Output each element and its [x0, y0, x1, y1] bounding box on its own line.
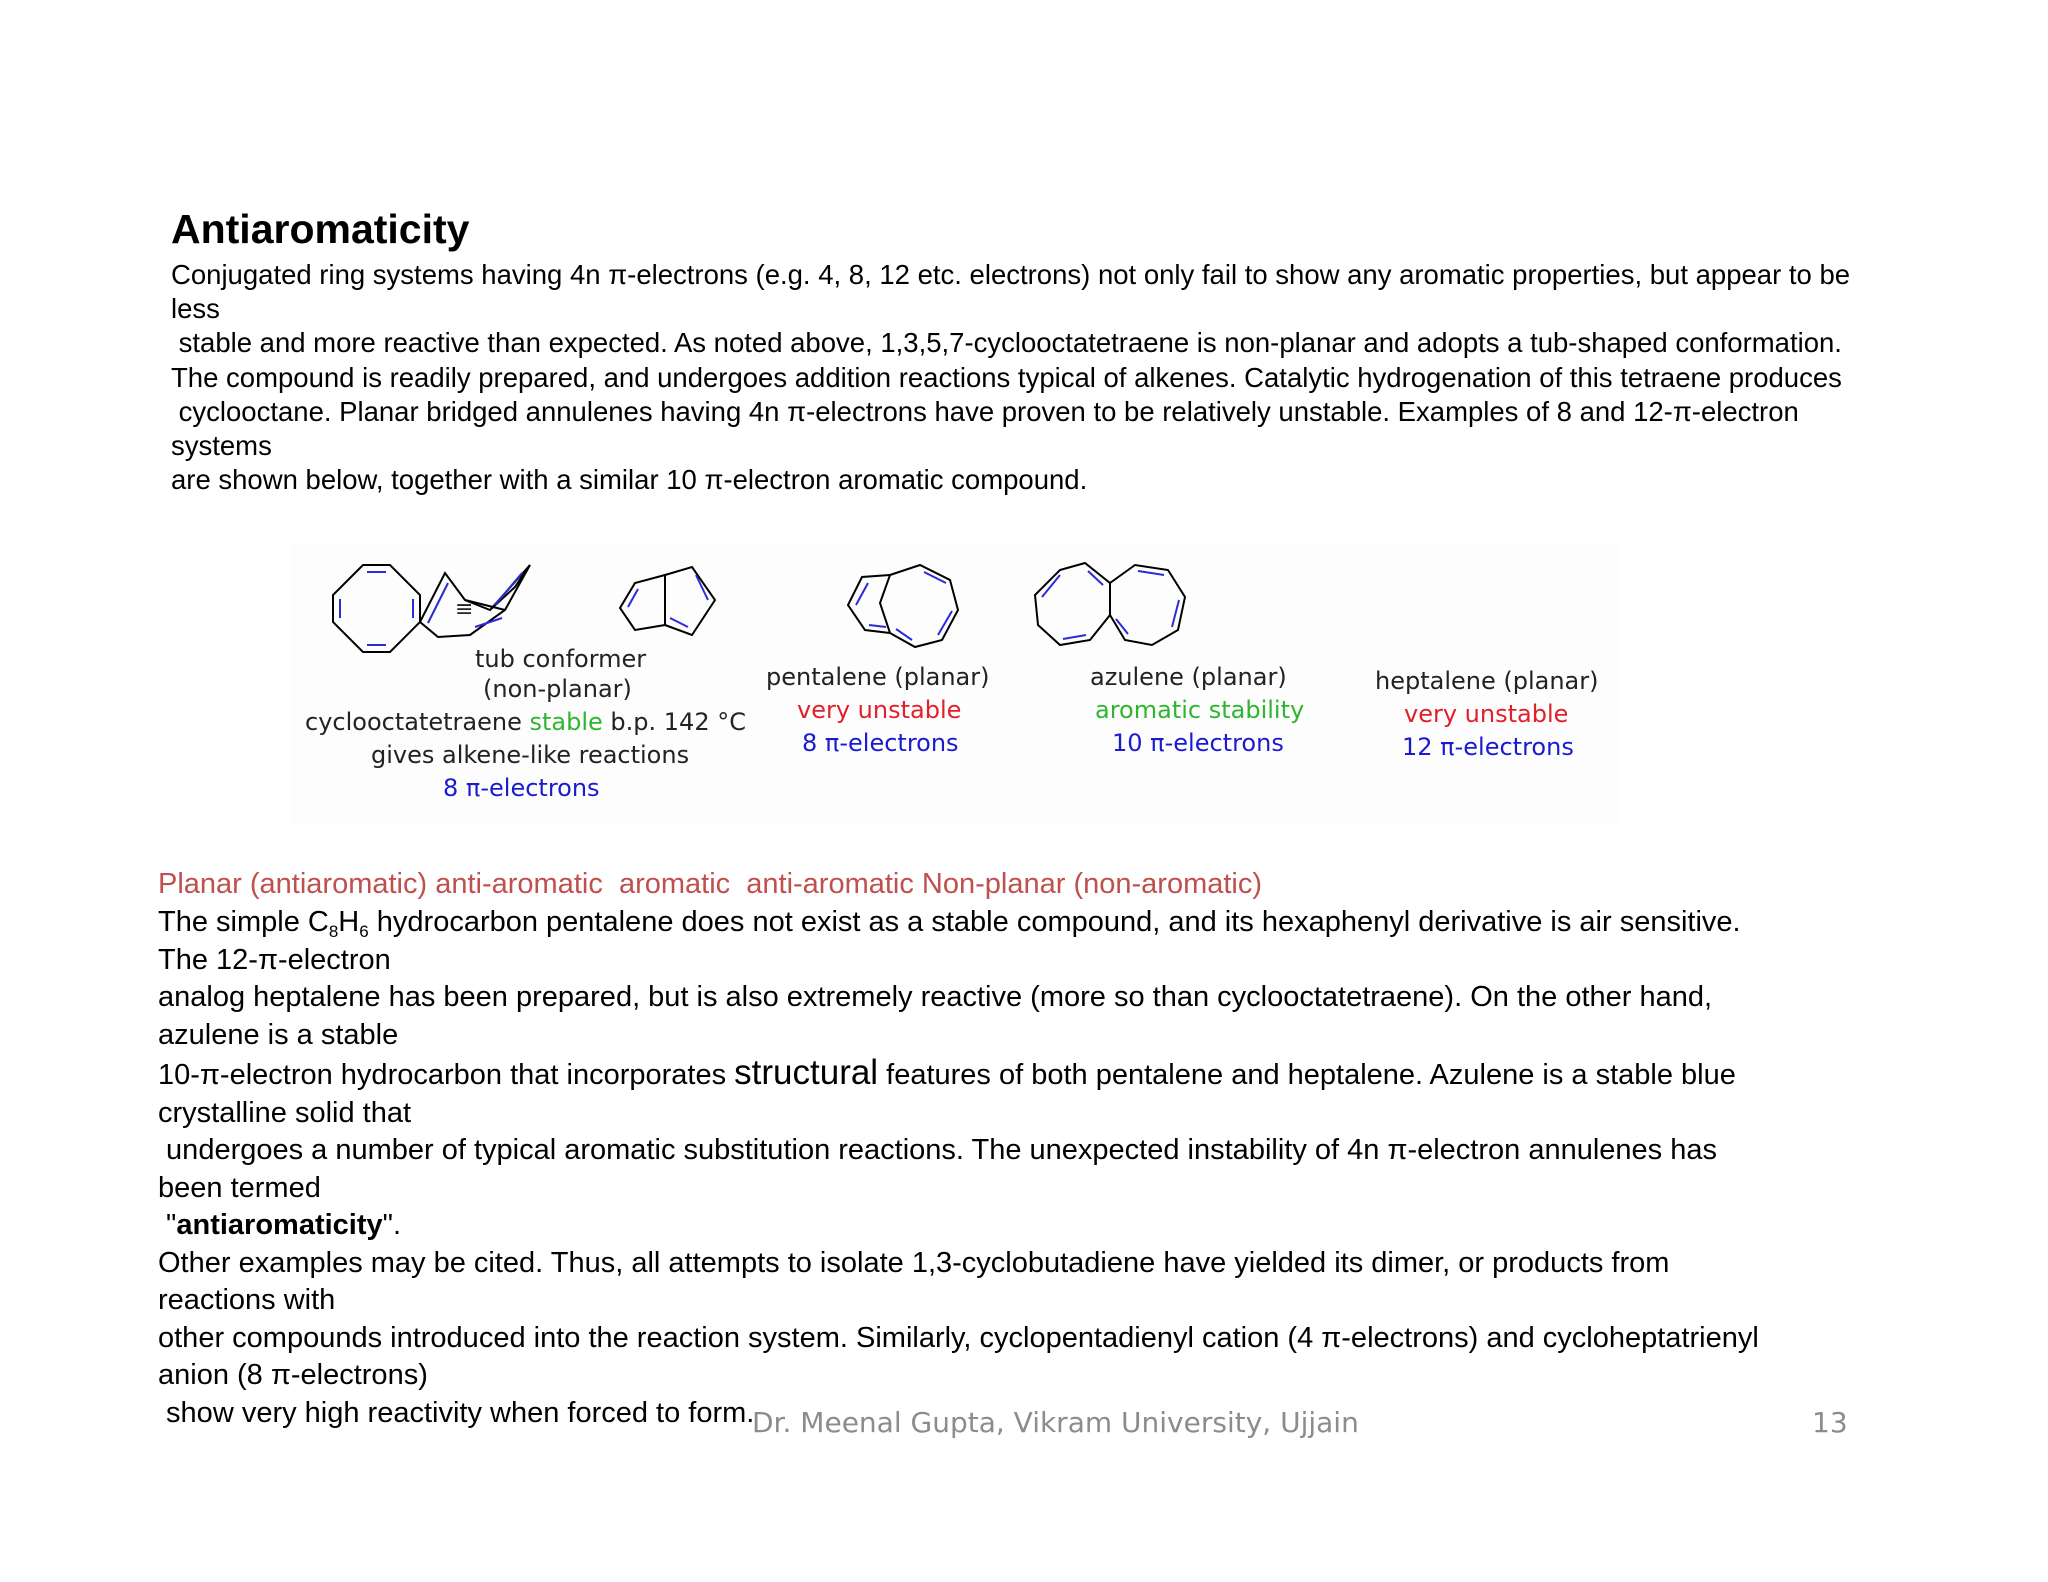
pentalene-stability: very unstable: [797, 696, 962, 724]
body-text: 10-π-electron hydrocarbon that incorporates: [158, 1059, 735, 1091]
intro-paragraph: [171, 258, 1921, 497]
antiaromaticity-term: antiaromaticity: [176, 1209, 383, 1241]
intro-line: Conjugated ring systems having 4n π-electrons (e.g. 4, 8, 12 etc. electrons) not only fail to show any aromatic properties, but appear to be: [171, 259, 1851, 290]
body-text: hydrocarbon pentalene does not exist as a stable compound, and its hexaphenyl derivative is air sensitive.: [368, 906, 1741, 938]
body-line: Other examples may be cited. Thus, all attempts to isolate 1,3-cyclobutadiene have yielded its dimer, or products from: [158, 1246, 1670, 1279]
page-number: 13: [1812, 1406, 1848, 1439]
subscript: 8: [328, 922, 339, 941]
body-text: The simple C: [158, 906, 329, 938]
pentalene-name: pentalene (planar): [766, 663, 990, 691]
body-text: features of both pentalene and heptalene. Azulene is a stable blue: [878, 1059, 1736, 1091]
intro-line: cyclooctane. Planar bridged annulenes having 4n π-electrons have proven to be relatively unstable. Examples of 8 and 12-π-electron: [171, 395, 1799, 427]
heptalene-structure: [1035, 563, 1185, 645]
page-title: Antiaromaticity: [171, 206, 470, 252]
body-line: analog heptalene has been prepared, but is also extremely reactive (more so than cyclooctatetraene). On the other hand,: [158, 981, 1713, 1013]
subscript: 6: [359, 922, 369, 941]
body-line: [158, 906, 1741, 941]
azulene-structure: [848, 565, 958, 647]
azulene-electrons: 10 π-electrons: [1112, 729, 1284, 757]
body-line: other compounds introduced into the reaction system. Similarly, cyclopentadienyl cation (4 π-electrons) and cycloheptatrienyl: [158, 1321, 1759, 1354]
body-text-large: structural: [734, 1053, 879, 1092]
body-text: ".: [382, 1209, 402, 1241]
equivalence-symbol: ≡: [455, 597, 474, 622]
body-paragraph: [158, 904, 1958, 1432]
body-line: [158, 1209, 401, 1241]
cot-name-line: [305, 708, 746, 736]
heptalene-name: heptalene (planar): [1375, 667, 1599, 695]
azulene-stability: aromatic stability: [1095, 696, 1305, 724]
intro-line: less: [171, 293, 220, 325]
body-text: H: [338, 906, 360, 938]
body-line: reactions with: [158, 1284, 336, 1316]
body-line: crystalline solid that: [158, 1096, 412, 1129]
cot-name: cyclooctatetraene: [305, 708, 522, 736]
body-line: show very high reactivity when forced to form.: [158, 1396, 755, 1429]
pentalene-structure: [620, 567, 715, 635]
intro-line: stable and more reactive than expected. As noted above, 1,3,5,7-cyclooctatetraene is non-planar and adopts a tub-shaped conformation.: [171, 327, 1842, 359]
heptalene-stability: very unstable: [1404, 700, 1569, 728]
body-line: been termed: [158, 1171, 321, 1204]
heptalene-electrons: 12 π-electrons: [1402, 733, 1574, 761]
tub-conformer-structure: [420, 565, 530, 637]
body-line: [158, 1053, 1736, 1092]
body-line: undergoes a number of typical aromatic substitution reactions. The unexpected instability of 4n π-electron annulenes has: [158, 1134, 1717, 1166]
azulene-name: azulene (planar): [1090, 663, 1287, 691]
body-line: The 12-π-electron: [158, 943, 391, 976]
annulene-figure: [290, 545, 1620, 825]
cot-conformer-label-2: (non-planar): [483, 675, 632, 703]
intro-line: are shown below, together with a similar 10 π-electron aromatic compound.: [171, 464, 1088, 496]
cot-stability: stable: [529, 708, 603, 736]
body-line: azulene is a stable: [158, 1018, 399, 1051]
cot-note: gives alkene-like reactions: [371, 741, 690, 769]
cyclooctatetraene-structure: [333, 565, 420, 652]
footer-author: Dr. Meenal Gupta, Vikram University, Ujjain: [752, 1406, 1359, 1439]
body-text: ": [158, 1209, 177, 1241]
intro-line: The compound is readily prepared, and undergoes addition reactions typical of alkenes. Catalytic hydrogenation of this tetraene produces: [171, 361, 1842, 393]
cot-bp: b.p. 142 °C: [610, 708, 746, 736]
figure-caption: Planar (antiaromatic) anti-aromatic aromatic anti-aromatic Non-planar (non-aromatic): [158, 868, 1263, 900]
cot-conformer-label: tub conformer: [475, 645, 647, 673]
body-line: anion (8 π-electrons): [158, 1359, 428, 1391]
pentalene-electrons: 8 π-electrons: [802, 729, 959, 757]
intro-line: systems: [171, 430, 272, 462]
cot-electrons: 8 π-electrons: [443, 774, 600, 802]
